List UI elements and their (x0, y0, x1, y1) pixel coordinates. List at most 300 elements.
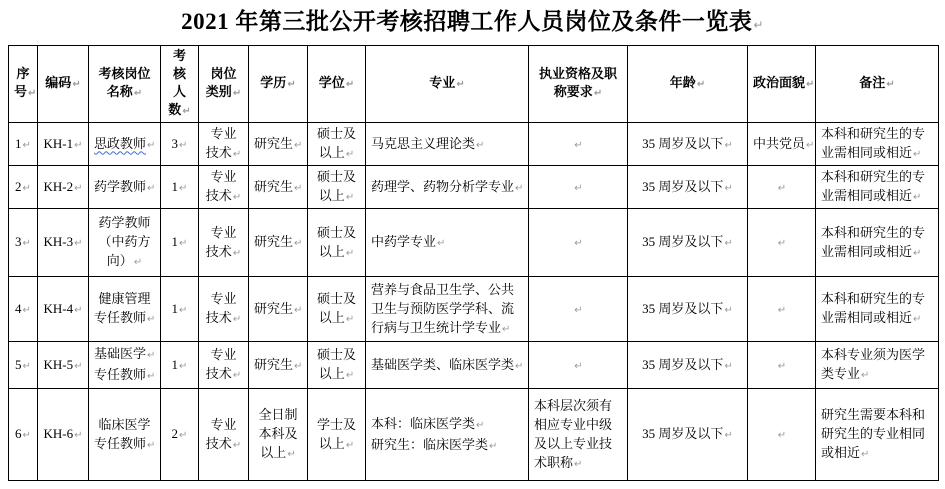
cell-r3-zhengzhi-mianmao (748, 209, 816, 277)
cell-line (821, 308, 933, 329)
paragraph-mark: ↵ (574, 238, 583, 249)
cell-line (204, 415, 243, 434)
cell-text: 本科和研究生的专 (821, 169, 926, 184)
cell-r4-bianma (38, 277, 89, 342)
cell-r4-xueli (249, 277, 308, 342)
cell-text: 全日制 (258, 407, 298, 422)
cell-text: 类专业 (821, 366, 861, 381)
cell-line (753, 177, 810, 198)
paragraph-mark: ↵ (345, 79, 355, 90)
cell-r4-zhengzhi-mianmao (748, 277, 816, 342)
cell-r5-gangwei-leibie (199, 342, 249, 389)
page-title (0, 0, 945, 40)
cell-text: 称要求 (553, 84, 593, 99)
cell-text: KH-1 (43, 135, 74, 151)
cell-text: 业需相同或相近 (821, 145, 913, 160)
cell-line (753, 134, 815, 155)
cell-r4-nianling (628, 277, 748, 342)
paragraph-mark: ↵ (232, 247, 242, 259)
cell-text: 药理学、药物分析学专业 (371, 178, 515, 194)
cell-r1-zhengzhi-mianmao (748, 123, 816, 166)
paragraph-mark: ↵ (232, 149, 242, 160)
cell-text: 健康管理 (98, 291, 151, 306)
cell-text: 以上 (318, 310, 345, 325)
cell-line (821, 186, 933, 207)
cell-line (254, 424, 302, 443)
cell-text: 6 (15, 426, 22, 441)
paragraph-mark: ↵ (147, 314, 156, 325)
paragraph-mark: ↵ (179, 304, 188, 316)
cell-text: 35 周岁及以下 (642, 135, 724, 151)
paragraph-mark: ↵ (22, 139, 31, 151)
cell-r5-nianling (628, 342, 748, 389)
cell-line (166, 47, 193, 65)
cell-r5-zhuanye (366, 342, 529, 389)
paragraph-mark: ↵ (724, 139, 733, 151)
cell-r4-gangwei-leibie (199, 277, 249, 342)
cell-line (821, 289, 933, 308)
cell-text: 名称 (106, 84, 133, 99)
cell-text: 本科：临床医学类 (371, 415, 476, 431)
cell-text: 3 (171, 135, 179, 151)
cell-text: 基础医学类、临床医学类 (371, 356, 515, 372)
cell-text: 研究生 (254, 135, 294, 151)
cell-line (14, 232, 32, 253)
paragraph-mark: ↵ (179, 182, 188, 194)
cell-r5-gangwei-mingcheng (89, 342, 161, 389)
cell-line (534, 83, 622, 103)
cell-line (14, 177, 32, 198)
cell-line (821, 74, 933, 94)
cell-line (534, 415, 622, 434)
cell-line (43, 177, 83, 198)
cell-line (534, 355, 622, 376)
paragraph-mark: ↵ (806, 79, 815, 90)
cell-text: 专业 (210, 416, 237, 432)
cell-text: 专业 (210, 347, 237, 362)
cell-line (254, 443, 302, 464)
paragraph-mark: ↵ (515, 360, 524, 372)
cell-r1-xueli (249, 123, 308, 166)
paragraph-mark: ↵ (182, 106, 191, 117)
paragraph-mark: ↵ (74, 360, 83, 372)
cell-r3-xuhao (9, 209, 38, 277)
cell-text: 本科层次须有 (534, 397, 613, 413)
cell-line (254, 355, 302, 376)
paragraph-mark: ↵ (913, 314, 922, 325)
cell-text: 人 (172, 84, 186, 99)
cell-text: 35 周岁及以下 (642, 356, 724, 372)
cell-r6-xuhao (9, 389, 38, 481)
cell-r1-xuhao (9, 123, 38, 166)
cell-text: 技术 (205, 366, 232, 381)
cell-text: 2 (15, 178, 22, 194)
cell-line (753, 355, 810, 376)
paragraph-mark: ↵ (22, 238, 31, 249)
cell-line (633, 424, 742, 445)
cell-r6-bianma (38, 389, 89, 481)
cell-line (43, 299, 83, 320)
cell-text: 本科和研究生的专 (821, 126, 926, 141)
paragraph-mark: ↵ (696, 79, 706, 90)
cell-line (254, 134, 302, 155)
cell-line (254, 74, 302, 94)
header-cell-gangwei-leibie (199, 46, 249, 123)
table-row (9, 277, 939, 342)
cell-line (313, 308, 360, 329)
cell-line (313, 415, 360, 434)
paragraph-mark: ↵ (28, 88, 37, 99)
paragraph-mark: ↵ (294, 304, 303, 316)
paragraph-mark: ↵ (147, 350, 156, 361)
cell-line (204, 124, 243, 143)
cell-line (166, 83, 193, 101)
cell-text: 1 (171, 356, 179, 372)
cell-line (313, 167, 360, 186)
paragraph-mark: ↵ (724, 304, 733, 316)
cell-line (534, 453, 622, 474)
cell-line (94, 308, 155, 329)
header-cell-xueli (249, 46, 308, 123)
cell-r6-zhiye-zige (529, 389, 628, 481)
cell-line (633, 232, 742, 253)
paragraph-mark: ↵ (147, 371, 156, 382)
paragraph-mark: ↵ (515, 182, 524, 194)
paragraph-mark: ↵ (294, 139, 303, 151)
paragraph-mark: ↵ (179, 139, 188, 151)
cell-line (254, 177, 302, 198)
paragraph-mark: ↵ (294, 360, 303, 372)
paragraph-mark: ↵ (437, 238, 446, 249)
cell-line (313, 242, 360, 263)
header-cell-zhuanye (366, 46, 529, 123)
paragraph-mark: ↵ (74, 182, 83, 194)
cell-line (204, 242, 243, 263)
cell-text: 专任教师 (94, 367, 147, 382)
paragraph-mark: ↵ (74, 238, 83, 249)
paragraph-mark: ↵ (345, 247, 355, 259)
cell-text: 35 周岁及以下 (642, 426, 724, 441)
cell-text: 以上 (318, 188, 345, 203)
cell-text: 3 (15, 234, 22, 249)
cell-text: 硕士及 (316, 224, 356, 240)
paragraph-mark: ↵ (476, 419, 485, 431)
cell-line (204, 143, 243, 164)
cell-line (371, 232, 523, 253)
cell-line (753, 232, 810, 253)
cell-line (313, 289, 360, 308)
cell-r5-xuewei (308, 342, 366, 389)
header-cell-xuewei (308, 46, 366, 123)
cell-line (821, 167, 933, 186)
cell-r3-zhuanye (366, 209, 529, 277)
paragraph-mark: ↵ (179, 430, 188, 441)
paragraph-mark: ↵ (476, 139, 485, 151)
cell-r6-beizhu (816, 389, 939, 481)
cell-r4-kaohe-renshu (161, 277, 199, 342)
paragraph-mark: ↵ (574, 139, 583, 151)
paragraph-mark: ↵ (913, 192, 922, 203)
cell-text: 年龄 (669, 75, 696, 90)
cell-r2-beizhu (816, 166, 939, 209)
cell-line (166, 101, 193, 121)
cell-text: 以上 (318, 366, 345, 381)
cell-text: 或相近 (821, 445, 861, 460)
cell-r5-kaohe-renshu (161, 342, 199, 389)
cell-text: 行病与卫生统计学专业 (371, 319, 502, 335)
cell-text: 中药学专业 (371, 234, 437, 249)
cell-r1-gangwei-leibie (199, 123, 249, 166)
cell-text: 35 周岁及以下 (642, 300, 724, 316)
cell-text: 研究生：临床医学类 (371, 436, 489, 452)
paragraph-mark: ↵ (861, 449, 870, 460)
paragraph-mark: ↵ (232, 439, 242, 451)
cell-line (371, 177, 523, 198)
cell-text: 本科和研究生的专 (821, 291, 926, 306)
cell-line (534, 434, 622, 453)
cell-line (313, 186, 360, 207)
cell-r2-zhengzhi-mianmao (748, 166, 816, 209)
cell-line (313, 124, 360, 143)
cell-r2-gangwei-leibie (199, 166, 249, 209)
cell-r5-bianma (38, 342, 89, 389)
cell-text: 硕士及 (316, 169, 356, 184)
cell-line (633, 74, 742, 94)
cell-r4-xuhao (9, 277, 38, 342)
header-cell-bianma (38, 46, 89, 123)
paragraph-mark: ↵ (724, 182, 733, 194)
table-row (9, 123, 939, 166)
header-cell-beizhu (816, 46, 939, 123)
cell-text: 专任教师 (94, 435, 147, 451)
paragraph-mark: ↵ (147, 139, 156, 151)
cell-text: 政治面貌 (753, 75, 806, 90)
cell-line (204, 186, 243, 207)
cell-text: 业需相同或相近 (821, 310, 913, 325)
cell-r2-xuewei (308, 166, 366, 209)
cell-line (94, 415, 155, 434)
cell-r1-xuewei (308, 123, 366, 166)
cell-text: 相应专业中级 (534, 416, 613, 432)
paragraph-mark: ↵ (232, 192, 242, 203)
paragraph-mark: ↵ (345, 370, 355, 381)
cell-line (313, 143, 360, 164)
cell-text: 本科和研究生的专 (821, 224, 926, 240)
cell-text: （中药方 (98, 234, 151, 249)
paragraph-mark: ↵ (913, 149, 922, 160)
cell-r6-zhuanye (366, 389, 529, 481)
cell-line (371, 134, 523, 155)
cell-r1-bianma (38, 123, 89, 166)
cell-line (204, 364, 243, 385)
cell-r2-xueli (249, 166, 308, 209)
cell-r3-gangwei-leibie (199, 209, 249, 277)
paragraph-mark: ↵ (74, 304, 83, 316)
header-cell-zhiye-zige (529, 46, 628, 123)
cell-text: 技术 (205, 310, 232, 325)
cell-text: KH-6 (43, 426, 74, 441)
cell-text: 研究生 (254, 178, 294, 194)
cell-line (254, 232, 302, 253)
paragraph-mark: ↵ (287, 79, 296, 90)
cell-line (14, 65, 32, 83)
cell-text: 考核岗位 (98, 66, 151, 81)
paragraph-mark: ↵ (232, 370, 242, 381)
cell-line (371, 414, 523, 435)
cell-text: KH-4 (43, 300, 74, 316)
cell-text: 1 (171, 300, 179, 316)
cell-text: 向） (106, 253, 133, 268)
cell-line (313, 345, 360, 364)
cell-text: 技术 (205, 243, 232, 259)
cell-text: 专任教师 (94, 310, 147, 325)
cell-line (313, 434, 360, 455)
cell-line (94, 134, 155, 155)
cell-text: 技术 (205, 188, 232, 203)
cell-r3-zhiye-zige (529, 209, 628, 277)
cell-line (94, 365, 155, 386)
paragraph-mark: ↵ (777, 182, 787, 194)
paragraph-mark: ↵ (345, 314, 355, 325)
cell-r5-zhiye-zige (529, 342, 628, 389)
cell-text: 编码 (45, 75, 72, 90)
paragraph-mark: ↵ (179, 360, 188, 372)
cell-text: 1 (171, 234, 179, 249)
paragraph-mark: ↵ (74, 139, 83, 151)
cell-text: 2 (171, 426, 179, 441)
paragraph-mark: ↵ (294, 238, 303, 249)
paragraph-mark: ↵ (777, 360, 787, 372)
cell-r3-beizhu (816, 209, 939, 277)
cell-line (534, 396, 622, 415)
paragraph-mark: ↵ (489, 440, 498, 452)
cell-text: 营养与食品卫生学、公共 (371, 281, 515, 297)
header-cell-xuhao (9, 46, 38, 123)
cell-line (371, 318, 523, 339)
cell-text: 以上 (260, 445, 287, 460)
cell-line (43, 232, 83, 253)
cell-line (43, 355, 83, 376)
paragraph-mark: ↵ (147, 439, 156, 451)
paragraph-mark: ↵ (133, 257, 143, 268)
cell-text: 中共党员 (753, 135, 806, 151)
table-header-row (9, 46, 939, 123)
cell-line (753, 424, 810, 445)
cell-text: 考 (172, 48, 186, 63)
cell-line (166, 232, 193, 253)
paragraph-mark: ↵ (179, 238, 188, 249)
cell-line (204, 167, 243, 186)
cell-line (204, 83, 243, 103)
cell-text: 4 (15, 300, 22, 316)
paragraph-mark: ↵ (574, 360, 583, 372)
paragraph-mark: ↵ (22, 304, 31, 316)
cell-r2-zhiye-zige (529, 166, 628, 209)
cell-text: 类别 (205, 84, 232, 99)
cell-text: 学士及 (316, 416, 356, 432)
paragraph-mark: ↵ (806, 139, 815, 151)
cell-text: 序 (16, 66, 30, 81)
paragraph-mark: ↵ (74, 430, 83, 441)
cell-line (371, 299, 523, 318)
cell-line (14, 134, 32, 155)
cell-r6-gangwei-leibie (199, 389, 249, 481)
cell-line (43, 424, 83, 445)
cell-line (166, 134, 193, 155)
header-cell-kaohe-renshu (161, 46, 199, 123)
cell-line (633, 177, 742, 198)
cell-line (94, 213, 155, 232)
cell-text: 及以上专业技 (534, 435, 613, 451)
cell-r5-xueli (249, 342, 308, 389)
cell-text: 专业 (210, 291, 237, 306)
cell-text: 本科及 (258, 426, 298, 441)
paragraph-mark: ↵ (913, 247, 922, 259)
cell-line (371, 435, 523, 456)
cell-line (166, 355, 193, 376)
cell-text: 基础医学 (94, 346, 147, 361)
cell-text: 以上 (318, 145, 345, 160)
cell-line (14, 299, 32, 320)
cell-line (43, 74, 83, 94)
cell-line (313, 364, 360, 385)
paragraph-mark: ↵ (886, 79, 895, 90)
cell-line (94, 232, 155, 251)
cell-text: 研究生 (254, 300, 294, 316)
cell-line (371, 280, 523, 299)
cell-line (821, 424, 933, 443)
paragraph-mark: ↵ (72, 79, 81, 90)
cell-text: 35 周岁及以下 (642, 178, 724, 194)
cell-text: 专业 (429, 75, 456, 90)
cell-line (534, 134, 622, 155)
cell-r1-zhiye-zige (529, 123, 628, 166)
cell-line (534, 177, 622, 198)
cell-line (371, 74, 523, 94)
cell-line (94, 344, 155, 365)
table-row (9, 209, 939, 277)
cell-text: 临床医学 (98, 416, 151, 432)
cell-line (94, 289, 155, 308)
cell-line (94, 434, 155, 455)
cell-r4-beizhu (816, 277, 939, 342)
cell-text: KH-3 (43, 234, 74, 249)
cell-text: 卫生与预防医学学科、流 (371, 300, 515, 316)
paragraph-mark: ↵ (22, 182, 31, 194)
paragraph-mark: ↵ (777, 430, 787, 441)
cell-r6-zhengzhi-mianmao (748, 389, 816, 481)
cell-line (14, 355, 32, 376)
cell-text: 以上 (318, 243, 345, 259)
cell-text: 1 (15, 135, 22, 151)
cell-text: 药学教师 (94, 178, 147, 194)
cell-text: 研究生的专业相同 (821, 426, 926, 441)
cell-line (534, 232, 622, 253)
cell-r3-xueli (249, 209, 308, 277)
positions-table (8, 45, 939, 481)
paragraph-mark: ↵ (861, 370, 870, 381)
cell-line (254, 405, 302, 424)
paragraph-mark: ↵ (753, 18, 764, 32)
cell-text: 业需相同或相近 (821, 243, 913, 259)
cell-text: 技术 (205, 435, 232, 451)
cell-text: 专业 (210, 169, 237, 184)
cell-text: KH-2 (43, 178, 74, 194)
cell-r1-nianling (628, 123, 748, 166)
cell-r1-kaohe-renshu (161, 123, 199, 166)
cell-line (753, 74, 815, 94)
paragraph-mark: ↵ (724, 238, 733, 249)
